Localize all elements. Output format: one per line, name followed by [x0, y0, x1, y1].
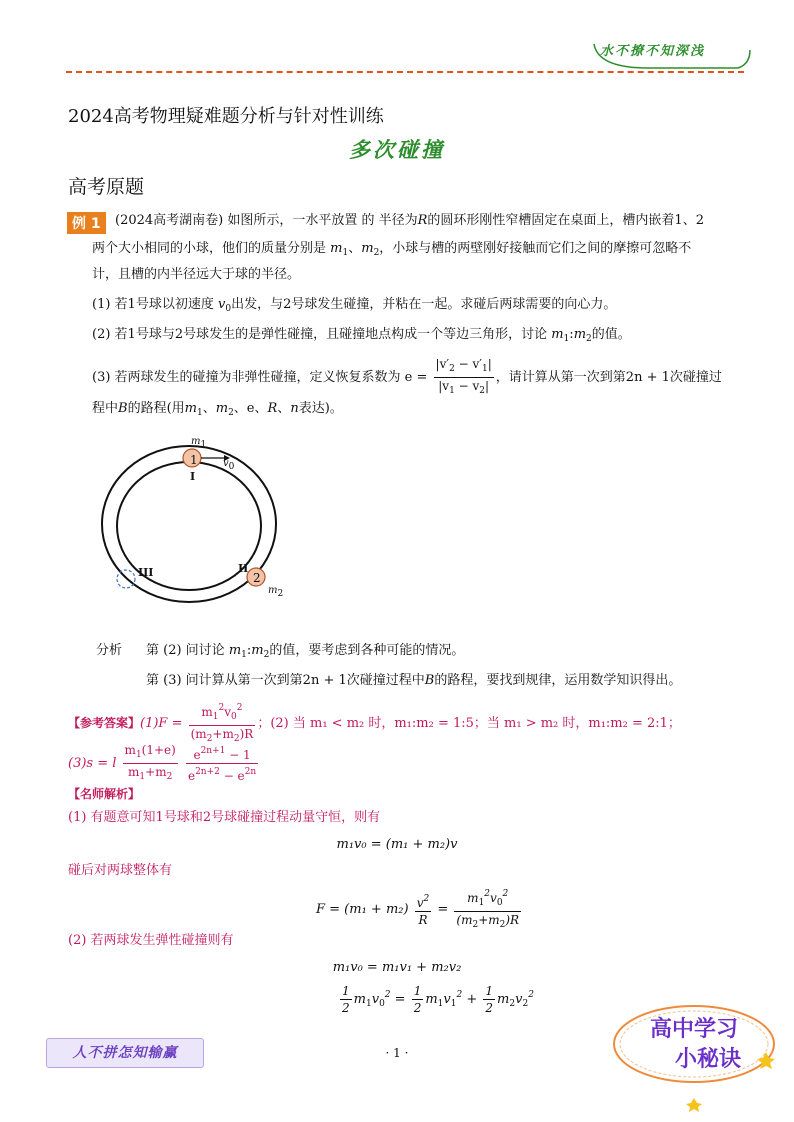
header-divider — [66, 71, 744, 73]
position-I-label: I — [190, 470, 196, 483]
explanation-label: 【名师解析】 — [68, 787, 141, 801]
explanation-p1: (1) 有题意可知1号球和2号球碰撞过程动量守恒，则有 — [68, 810, 381, 825]
ball-2-label: 2 — [253, 571, 261, 585]
logo-text-line1: 高中学习 — [649, 1017, 739, 1042]
example-badge: 例 1 — [67, 212, 106, 234]
mass-m1-label: m1 — [191, 436, 207, 450]
question-3-continued: 程中B的路程(用$m_1$、$m_2$、e、R、n表达)。 — [92, 401, 343, 418]
header-tagline: 水不撩不知深浅 — [600, 44, 706, 59]
document-title: 2024高考物理疑难题分析与针对性训练 — [68, 106, 384, 127]
logo-text-line2: 小秘诀 — [674, 1047, 742, 1072]
velocity-v0-label: v0 — [223, 458, 235, 472]
footer-motto: 人不拼怎知输赢 — [46, 1038, 204, 1068]
explanation-p3: (2) 若两球发生弹性碰撞则有 — [68, 933, 234, 948]
equation-centripetal-force: F = (m₁ + m₂) $\frac{v^2}{R}$ = $\frac{m_1^2v_0^2}{(m_2+m_2)R}$ — [316, 886, 523, 933]
reference-answer-line1: 【参考答案】(1)F = $\frac{m_1^2v_0^2}{(m_2+m_2)R}$ ；(2) 当 m₁ < m₂ 时，m₁:m₂ = 1:5；当 m₁ > m₂ 时，m₁:m₂ = 2:1； — [68, 700, 681, 747]
page-number: · 1 · — [385, 1046, 409, 1060]
equation-elastic-momentum: m₁v₀ = m₁v₁ + m₂v₂ — [332, 960, 462, 975]
study-tips-logo — [606, 1000, 784, 1112]
topic-subtitle: 多次碰撞 — [349, 138, 445, 162]
example-intro-line1: (2024高考湖南卷) 如图所示，一水平放置 的 半径为R的圆环形刚性窄槽固定在桌面上，槽内嵌着1、2 — [115, 213, 704, 228]
section-title: 高考原题 — [68, 176, 145, 198]
equation-elastic-energy: $\frac{1}{2}$ $m_1v_0^2$ = $\frac{1}{2}$ $m_1v_1^2$ + $\frac{1}{2}$ $m_2v_2^2$ — [342, 984, 534, 1015]
question-2: (2) 若1号球与2号球发生的是弹性碰撞，且碰撞地点构成一个等边三角形，讨论 $m_1:m_2$的值。 — [92, 327, 631, 344]
mass-m2-label: m2 — [268, 585, 284, 599]
ball-1-label: 1 — [190, 453, 198, 467]
reference-answer-line2: (3)s = l $\frac{m_1(1+e)}{m_1+m_2}$ $\frac{e^{2n+1} - 1}{e^{2n+2} - e^{2n}}$ — [68, 743, 257, 783]
analysis-label: 分析 — [96, 643, 123, 658]
position-II-label: II — [238, 562, 249, 575]
question-3: (3) 若两球发生的碰撞为非弹性碰撞，定义恢复系数为 e = $\frac{|v'_2 - v'_1|}{|v_1 - v_2|}$ ，请计算从第一次到第2n + 1次碰撞过 — [92, 357, 722, 396]
explanation-p2: 碰后对两球整体有 — [68, 863, 173, 878]
question-1: (1) 若1号球以初速度 $v_0$出发，与2号球发生碰撞，并粘在一起。求碰后两球需要的向心力。 — [92, 297, 617, 314]
position-III-label: III — [138, 566, 154, 579]
analysis-line1: 第 (2) 问讨论 $m_1:m_2$的值，要考虑到各种可能的情况。 — [146, 643, 465, 660]
example-intro-line2: 两个大小相同的小球，他们的质量分别是 $m_1$、$m_2$，小球与槽的两壁刚好接触而它们之间的摩擦可忽略不 — [92, 241, 692, 258]
example-intro-line3: 计，且槽的内半径远大于球的半径。 — [92, 267, 301, 282]
analysis-line2: 第 (3) 问计算从第一次到第2n + 1次碰撞过程中B的路程，要找到规律，运用数学知识得出。 — [146, 673, 682, 688]
equation-momentum: m₁v₀ = (m₁ + m₂)v — [336, 837, 458, 852]
